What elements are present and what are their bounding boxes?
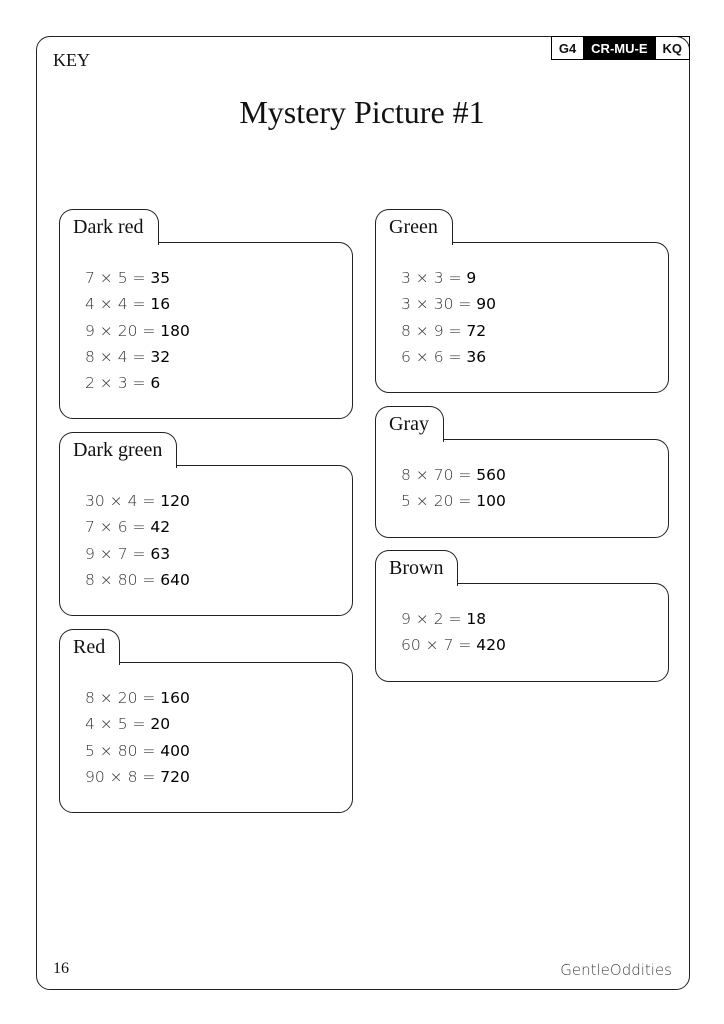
equation-row: 8 × 4 = 32 bbox=[85, 347, 171, 366]
group-tab: Dark green bbox=[59, 432, 177, 468]
equation-row: 7 × 5 = 35 bbox=[85, 269, 171, 287]
key-code-tag: KQ bbox=[656, 36, 691, 60]
equation-row: 8 × 20 = 160 bbox=[85, 689, 190, 707]
skill-code-tag: CR-MU-E bbox=[584, 36, 655, 60]
group-tab: Dark red bbox=[59, 209, 159, 245]
equation-row: 30 × 4 = 120 bbox=[85, 492, 190, 510]
equation-row: 5 × 80 = 400 bbox=[85, 741, 190, 760]
equation-box bbox=[59, 662, 353, 813]
page-title: Mystery Picture #1 bbox=[239, 94, 485, 130]
equation-row: 6 × 6 = 36 bbox=[401, 347, 487, 366]
equation-row: 3 × 3 = 9 bbox=[401, 269, 477, 287]
equation-row: 60 × 7 = 420 bbox=[401, 636, 506, 655]
equation-row: 3 × 30 = 90 bbox=[401, 295, 497, 314]
equation-box bbox=[375, 583, 669, 682]
equation-row: 5 × 20 = 100 bbox=[401, 492, 506, 511]
equation-row: 8 × 9 = 72 bbox=[401, 321, 487, 340]
equation-row: 4 × 5 = 20 bbox=[85, 715, 171, 734]
group-tab: Gray bbox=[375, 406, 444, 442]
equation-row: 8 × 80 = 640 bbox=[85, 570, 190, 589]
equation-box bbox=[59, 242, 353, 419]
group-tab: Brown bbox=[375, 550, 458, 586]
equation-row: 8 × 70 = 560 bbox=[401, 466, 506, 484]
equation-box bbox=[375, 242, 669, 393]
group-tab: Red bbox=[59, 629, 120, 665]
brand-logo: GentleOddities bbox=[560, 961, 672, 979]
equation-box bbox=[59, 465, 353, 616]
equation-row: 9 × 7 = 63 bbox=[85, 544, 171, 563]
page-number: 16 bbox=[53, 960, 69, 977]
equation-row: 4 × 4 = 16 bbox=[85, 295, 171, 314]
group-tab: Green bbox=[375, 209, 453, 245]
equation-row: 9 × 20 = 180 bbox=[85, 321, 190, 340]
worksheet-code-tags bbox=[551, 36, 690, 60]
equation-row: 2 × 3 = 6 bbox=[85, 374, 161, 393]
equation-row: 9 × 2 = 18 bbox=[401, 610, 487, 628]
equation-row: 90 × 8 = 720 bbox=[85, 767, 190, 786]
key-label: KEY bbox=[53, 50, 90, 70]
equation-box bbox=[375, 439, 669, 538]
grade-tag: G4 bbox=[551, 36, 584, 60]
equation-row: 7 × 6 = 42 bbox=[85, 518, 171, 537]
